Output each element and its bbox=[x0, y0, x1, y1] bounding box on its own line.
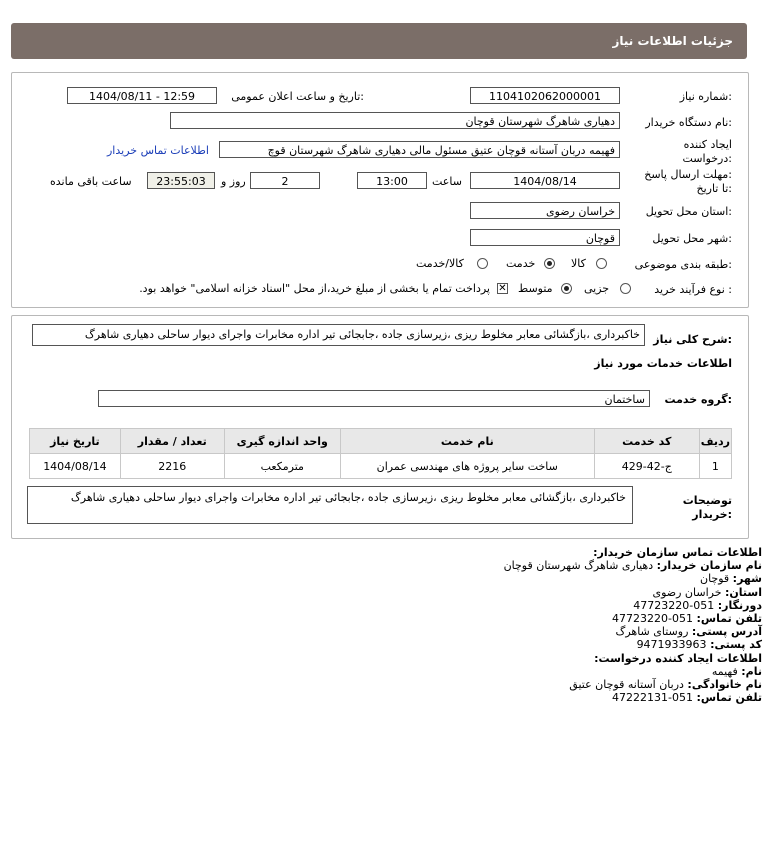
cell-unit: مترمکعب bbox=[224, 454, 340, 479]
col-need-date: تاریخ نیاز bbox=[30, 429, 121, 454]
days-label: روز و bbox=[221, 175, 246, 188]
category-option-goods: کالا bbox=[571, 257, 586, 270]
province-field: خراسان رضوی bbox=[470, 202, 620, 219]
process-option-minor: جزیی bbox=[584, 282, 610, 295]
creator-field: فهیمه دربان آستانه قوچان عتیق مسئول مالی دهیاری شاهرگ شهرستان قوچ bbox=[219, 141, 620, 158]
announce-field: 1404/08/11 - 12:59 bbox=[67, 87, 217, 104]
process-label: نوع فرآیند خرید : bbox=[654, 283, 732, 296]
treasury-checkbox[interactable]: ✕ bbox=[498, 283, 507, 294]
creator-section-title: اطلاعات ایجاد کننده درخواست: bbox=[594, 651, 762, 665]
deadline-time-field: 13:00 bbox=[357, 172, 427, 189]
category-radio-service[interactable] bbox=[544, 258, 555, 269]
summary-field: خاکبرداری ،بازگشائی معابر مخلوط ریزی ،زیرسازی جاده ،جابجائی تیر اداره مخابرات واجرای دیوار ساحلی دهیاری شاهرگ bbox=[32, 324, 645, 346]
category-radio-goods[interactable] bbox=[596, 258, 607, 269]
buyer-contact-link[interactable]: اطلاعات تماس خریدار bbox=[107, 144, 209, 157]
creator-phone-value: 051-47222131 bbox=[612, 691, 694, 705]
announce-label: تاریخ و ساعت اعلان عمومی: bbox=[231, 90, 364, 103]
service-group-label: گروه خدمت: bbox=[664, 393, 732, 406]
service-group-field: ساختمان bbox=[98, 390, 650, 407]
services-title: اطلاعات خدمات مورد نیاز bbox=[594, 357, 732, 370]
need-number-label: شماره نیاز: bbox=[679, 90, 732, 103]
cell-need-date: 1404/08/14 bbox=[30, 454, 121, 479]
phone-label: تلفن تماس: bbox=[696, 611, 762, 625]
col-row-number: ردیف bbox=[699, 429, 731, 454]
process-radio-minor[interactable] bbox=[620, 283, 631, 294]
city-field: قوچان bbox=[470, 229, 620, 246]
col-service-name: نام خدمت bbox=[340, 429, 594, 454]
phone-value: 051-47723220 bbox=[612, 611, 694, 625]
payment-note: پرداخت تمام یا بخشی از مبلغ خرید،از محل "اسناد خزانه اسلامی" خواهد بود. bbox=[139, 282, 490, 295]
last-name-label: نام خانوادگی: bbox=[687, 677, 762, 691]
need-number-field: 1104102062000001 bbox=[470, 87, 620, 104]
contact-city-value: قوچان bbox=[700, 572, 730, 586]
city-label: شهر محل تحویل: bbox=[652, 232, 732, 245]
page-header bbox=[11, 23, 747, 59]
category-option-goods-service: کالا/خدمت bbox=[416, 257, 464, 270]
cell-service-name: ساخت سایر پروژه های مهندسی عمران bbox=[340, 454, 594, 479]
deadline-date-field: 1404/08/14 bbox=[470, 172, 620, 189]
first-name-value: فهیمه bbox=[711, 664, 738, 678]
remaining-time-field: 23:55:03 bbox=[147, 172, 215, 189]
contact-province-value: خراسان رضوی bbox=[652, 585, 722, 599]
deadline-label: مهلت ارسال پاسخ: bbox=[644, 168, 732, 181]
address-value: روستای شاهرگ bbox=[615, 625, 689, 639]
contact-province-label: استان: bbox=[725, 585, 762, 599]
buyer-notes-label: توضیحات bbox=[682, 494, 732, 507]
fax-value: 051-47723220 bbox=[633, 598, 715, 612]
deadline-time-label: ساعت bbox=[432, 175, 462, 188]
last-name-value: دربان آستانه قوچان عتیق bbox=[569, 677, 684, 691]
creator-label-2: درخواست: bbox=[682, 152, 732, 165]
table-header-row bbox=[30, 429, 732, 454]
deadline-label-2: تا تاریخ: bbox=[696, 182, 732, 195]
col-unit: واحد اندازه گیری bbox=[224, 429, 340, 454]
postal-label: کد پستی: bbox=[710, 638, 762, 652]
category-option-service: خدمت bbox=[506, 257, 536, 270]
category-radio-goods-service[interactable] bbox=[477, 258, 488, 269]
contact-city-label: شهر: bbox=[732, 572, 762, 586]
process-option-medium: متوسط bbox=[518, 282, 553, 295]
province-label: استان محل تحویل: bbox=[645, 205, 732, 218]
buyer-org-field: دهیاری شاهرگ شهرستان قوچان bbox=[170, 112, 620, 129]
table-row bbox=[30, 454, 732, 479]
summary-label: شرح کلی نیاز: bbox=[653, 333, 732, 346]
cell-row-number: 1 bbox=[699, 454, 731, 479]
need-info-panel bbox=[11, 72, 749, 308]
buyer-notes-label-2: خریدار: bbox=[692, 508, 732, 521]
creator-label: ایجاد کننده bbox=[683, 138, 732, 151]
col-service-code: کد خدمت bbox=[594, 429, 699, 454]
fax-label: دورنگار: bbox=[717, 598, 762, 612]
org-section-title: اطلاعات تماس سازمان خریدار: bbox=[593, 546, 762, 559]
buyer-org-label: نام دستگاه خریدار: bbox=[645, 116, 732, 129]
postal-value: 9471933963 bbox=[636, 638, 707, 652]
cell-quantity: 2216 bbox=[120, 454, 224, 479]
creator-phone-label: تلفن تماس: bbox=[696, 691, 762, 705]
address-label: آدرس پستی: bbox=[691, 625, 762, 639]
contact-section bbox=[262, 546, 762, 704]
category-label: طبقه بندی موضوعی: bbox=[634, 258, 732, 271]
remaining-label: ساعت باقی مانده bbox=[50, 175, 132, 188]
page-title: جزئیات اطلاعات نیاز bbox=[612, 34, 733, 48]
buyer-notes-field: خاکبرداری ،بازگشائی معابر مخلوط ریزی ،زیرسازی جاده ،جابجائی تیر اداره مخابرات واجرای دیوار ساحلی دهیاری شاهرگ bbox=[27, 486, 633, 524]
cell-service-code: ج-42-429 bbox=[594, 454, 699, 479]
org-name-label: نام سازمان خریدار: bbox=[656, 559, 762, 573]
col-quantity: تعداد / مقدار bbox=[120, 429, 224, 454]
org-name-value: دهیاری شاهرگ شهرستان قوچان bbox=[503, 559, 654, 573]
services-table bbox=[29, 428, 732, 479]
days-field: 2 bbox=[250, 172, 320, 189]
process-radio-medium[interactable] bbox=[561, 283, 572, 294]
first-name-label: نام: bbox=[741, 664, 762, 678]
